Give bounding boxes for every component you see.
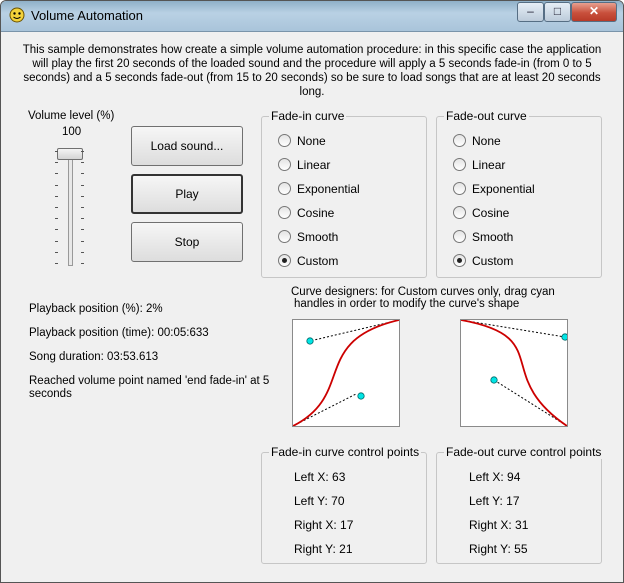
fade-out-option-label: Smooth [472,230,514,244]
fade-in-option-label: Cosine [297,206,335,220]
fade-in-control-points-group [261,445,427,564]
radio-circle-icon[interactable] [278,254,291,267]
song-duration: Song duration: 03:53.613 [29,351,159,363]
volume-label: Volume level (%) [28,110,115,122]
curve-designers-line1: Curve designers: for Custom curves only, drag cyan [291,286,555,298]
slider-tick [55,196,58,197]
reached-volume-point-line1: Reached volume point named 'end fade-in' at 5 [29,375,270,387]
fade-out-control-points-title: Fade-out curve control points [446,445,602,459]
slider-tick [55,207,58,208]
radio-circle-icon[interactable] [278,206,291,219]
slider-tick [81,229,84,230]
fade-in-curve-designer[interactable] [292,319,400,427]
radio-circle-icon[interactable] [453,206,466,219]
fade-out-left-y: Left Y: 17 [469,494,520,508]
radio-circle-icon[interactable] [453,182,466,195]
fade-in-option-smooth[interactable] [278,230,338,244]
fade-out-option-linear[interactable] [453,158,505,172]
fade-in-curve-group [261,109,427,278]
fade-in-option-none[interactable] [278,134,326,148]
fade-in-option-cosine[interactable] [278,206,334,220]
fade-out-option-custom[interactable] [453,254,513,268]
play-button[interactable]: Play [131,174,243,214]
fade-in-left-x: Left X: 63 [294,470,346,484]
radio-circle-icon[interactable] [453,134,466,147]
fade-in-right-handle [307,338,313,344]
app-smiley-icon [9,7,25,23]
slider-tick [55,185,58,186]
slider-tick [55,241,58,242]
fade-out-option-exponential[interactable] [453,182,535,196]
slider-tick [81,173,84,174]
radio-circle-icon[interactable] [278,182,291,195]
fade-out-option-none[interactable] [453,134,501,148]
slider-tick [55,218,58,219]
fade-in-right-x: Right X: 17 [294,518,354,532]
fade-out-right-y: Right Y: 55 [469,542,528,556]
slider-tick [81,263,84,264]
fade-out-curve-group [436,109,602,278]
slider-tick [55,151,58,152]
fade-out-curve-designer[interactable] [460,319,568,427]
fade-in-option-label: Exponential [297,182,360,196]
slider-tick [81,196,84,197]
playback-position-time: Playback position (time): 00:05:633 [29,327,209,339]
fade-in-option-linear[interactable] [278,158,330,172]
playback-position-percent: Playback position (%): 2% [29,303,163,315]
fade-in-control-points-title: Fade-in curve control points [271,445,420,459]
fade-out-left-handle [562,334,567,340]
reached-volume-point-line2: seconds [29,388,72,400]
radio-circle-icon[interactable] [278,134,291,147]
slider-tick [81,218,84,219]
slider-tick [55,252,58,253]
fade-in-option-label: Linear [297,158,331,172]
slider-tick [81,185,84,186]
fade-in-option-label: None [297,134,326,148]
fade-out-curve-path [461,320,567,426]
slider-tick [81,252,84,253]
volume-slider-thumb[interactable] [57,148,83,160]
radio-circle-icon[interactable] [278,158,291,171]
volume-slider-track[interactable] [68,150,73,266]
fade-out-control-points-group [436,445,602,564]
fade-out-option-label: None [472,134,501,148]
stop-button[interactable]: Stop [131,222,243,262]
slider-tick [81,162,84,163]
close-button[interactable]: ✕ [571,2,617,22]
client-area [9,32,615,574]
fade-in-right-y: Right Y: 21 [294,542,353,556]
slider-tick [55,263,58,264]
fade-in-left-y: Left Y: 70 [294,494,345,508]
slider-tick [81,207,84,208]
fade-in-option-label: Custom [297,254,339,268]
radio-circle-icon[interactable] [453,254,466,267]
slider-tick [81,241,84,242]
description-text: This sample demonstrates how create a simple volume automation procedure: in this specific case the application will play the first 20 seconds of the loaded sound and the procedure will apply a 5 seconds fade-in (from 0 to 5 seconds) and a 5 seconds fade-out (from 15 to 20 seconds) so be sure to load songs that are at least 20 seconds long. [22,44,602,98]
fade-out-option-label: Linear [472,158,506,172]
title-bar[interactable] [1,1,623,32]
volume-value: 100 [62,126,82,138]
slider-tick [55,162,58,163]
fade-out-option-label: Exponential [472,182,535,196]
fade-in-curve-title: Fade-in curve [271,109,345,123]
radio-circle-icon[interactable] [453,230,466,243]
fade-out-option-label: Custom [472,254,514,268]
window-title: Volume Automation [31,8,144,23]
fade-out-right-x: Right X: 31 [469,518,529,532]
fade-out-option-smooth[interactable] [453,230,513,244]
fade-in-option-custom[interactable] [278,254,338,268]
maximize-button[interactable]: □ [544,2,571,22]
curve-designers-line2: handles in order to modify the curve's shape [294,298,520,310]
fade-in-option-exponential[interactable] [278,182,360,196]
slider-tick [55,173,58,174]
radio-circle-icon[interactable] [278,230,291,243]
fade-out-option-label: Cosine [472,206,510,220]
fade-out-curve-title: Fade-out curve [446,109,527,123]
fade-in-left-handle [358,393,364,399]
fade-in-option-label: Smooth [297,230,339,244]
slider-tick [55,229,58,230]
slider-tick [81,151,84,152]
radio-circle-icon[interactable] [453,158,466,171]
minimize-button[interactable]: – [517,2,544,22]
fade-out-right-handle [491,377,497,383]
fade-out-left-x: Left X: 94 [469,470,521,484]
fade-in-curve-path [293,320,399,426]
fade-out-option-cosine[interactable] [453,206,509,220]
load-sound-button[interactable]: Load sound... [131,126,243,166]
